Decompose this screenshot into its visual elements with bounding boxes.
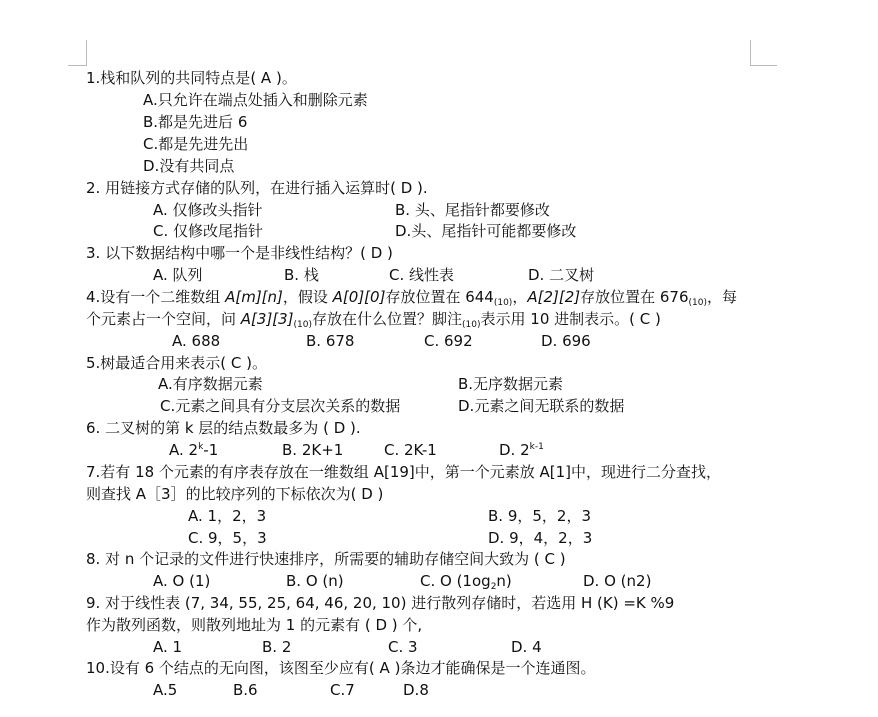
q1-option-c: C.都是先进先出 bbox=[143, 135, 249, 153]
q9-option-c: C. 3 bbox=[388, 638, 418, 656]
q10-option-b: B.6 bbox=[233, 681, 258, 699]
q4-text: ， bbox=[512, 288, 528, 306]
q4-text: 表示用 10 进制表示。( C ) bbox=[480, 310, 661, 328]
q9-option-a: A. 1 bbox=[153, 638, 183, 656]
q7-option-a: A. 1，2，3 bbox=[188, 507, 267, 525]
q5-option-c: C.元素之间具有分支层次关系的数据 bbox=[160, 397, 401, 415]
q8-option-c-tail: n) bbox=[496, 572, 512, 590]
q4-array-element: A[2][2] bbox=[527, 288, 581, 306]
q10-option-a: A.5 bbox=[153, 681, 178, 699]
q4-array-element: A[0][0] bbox=[332, 288, 386, 306]
q10-stem: 10.设有 6 个结点的无向图，该图至少应有( A )条边才能确保是一个连通图。 bbox=[86, 659, 596, 677]
q2-option-d: D.头、尾指针可能都要修改 bbox=[395, 222, 577, 240]
q7-stem-line-1: 7.若有 18 个元素的有序表存放在一维数组 A[19]中，第一个元素放 A[1]中，现进行二分查找， bbox=[86, 463, 722, 481]
q4-text: 存放位置在 644 bbox=[385, 288, 494, 306]
q1-option-d: D.没有共同点 bbox=[143, 157, 235, 175]
q8-option-a: A. O (1) bbox=[153, 572, 211, 590]
q6-option-d-exponent: k-1 bbox=[529, 442, 544, 452]
q5-option-a: A.有序数据元素 bbox=[158, 375, 263, 393]
q4-base-subscript: (10) bbox=[293, 320, 313, 330]
q8-stem: 8. 对 n 个记录的文件进行快速排序，所需要的辅助存储空间大致为 ( C ) bbox=[86, 550, 566, 568]
q9-option-b: B. 2 bbox=[262, 638, 292, 656]
q10-option-c: C.7 bbox=[330, 681, 355, 699]
q1-stem: 1.栈和队列的共同特点是( A )。 bbox=[86, 69, 297, 87]
q8-option-c-subscript: 2 bbox=[490, 582, 497, 592]
q4-base-subscript: (10) bbox=[688, 298, 707, 308]
q5-option-b: B.无序数据元素 bbox=[458, 375, 564, 393]
page-corner-mark-top-right bbox=[750, 40, 777, 66]
q4-text: 4.设有一个二维数组 bbox=[86, 288, 226, 306]
q4-array-name: A[m][n] bbox=[225, 288, 283, 306]
q8-option-b: B. O (n) bbox=[286, 572, 344, 590]
q10-option-d: D.8 bbox=[403, 681, 429, 699]
q4-option-b: B. 678 bbox=[306, 332, 355, 350]
q6-option-a-exponent: k bbox=[198, 442, 204, 452]
q6-option-d bbox=[499, 441, 544, 459]
q4-base-subscript: (10) bbox=[462, 320, 481, 330]
q4-text: ，假设 bbox=[282, 288, 333, 306]
q4-text: 个元素占一个空间，问 bbox=[86, 310, 241, 328]
q3-option-d: D. 二叉树 bbox=[528, 266, 595, 284]
q9-option-d: D. 4 bbox=[511, 638, 542, 656]
q6-option-a bbox=[169, 441, 218, 459]
q4-option-a: A. 688 bbox=[172, 332, 221, 350]
q3-stem: 3. 以下数据结构中哪一个是非线性结构？( D ) bbox=[86, 244, 393, 262]
q4-text: 存放位置在 676 bbox=[580, 288, 689, 306]
q2-option-b: B. 头、尾指针都要修改 bbox=[395, 201, 550, 219]
page-corner-mark-top-left bbox=[68, 40, 87, 66]
q2-stem: 2. 用链接方式存储的队列，在进行插入运算时( D ). bbox=[86, 179, 428, 197]
q7-option-b: B. 9，5，2，3 bbox=[488, 507, 592, 525]
q4-option-c: C. 692 bbox=[424, 332, 473, 350]
q5-option-d: D.元素之间无联系的数据 bbox=[458, 397, 625, 415]
q9-stem-line-1: 9. 对于线性表 (7, 34, 55, 25, 64, 46, 20, 10) 进行散列存储时，若选用 H (K) =K %9 bbox=[86, 594, 675, 612]
q6-option-d-base: D. 2 bbox=[499, 441, 530, 459]
q8-option-c-base: C. O (1og bbox=[420, 572, 491, 590]
q4-option-d: D. 696 bbox=[541, 332, 591, 350]
q9-stem-line-2: 作为散列函数，则散列地址为 1 的元素有 ( D ) 个, bbox=[86, 616, 423, 634]
q4-stem-line-1 bbox=[86, 288, 737, 306]
q4-stem-line-2 bbox=[86, 310, 661, 328]
q4-text: ，每 bbox=[707, 288, 738, 306]
q1-option-a: A.只允许在端点处插入和删除元素 bbox=[143, 91, 368, 109]
q3-option-b: B. 栈 bbox=[284, 266, 319, 284]
q6-option-c: C. 2K-1 bbox=[384, 441, 437, 459]
q4-base-subscript: (10) bbox=[493, 298, 513, 308]
q2-option-c: C. 仅修改尾指针 bbox=[153, 222, 264, 240]
q6-option-a-base: A. 2 bbox=[169, 441, 199, 459]
q6-option-b: B. 2K+1 bbox=[282, 441, 344, 459]
q2-option-a: A. 仅修改头指针 bbox=[153, 201, 263, 219]
q6-option-a-tail: -1 bbox=[203, 441, 219, 459]
q4-text: 存放在什么位置？脚注 bbox=[312, 310, 463, 328]
q7-option-c: C. 9，5，3 bbox=[188, 529, 267, 547]
q7-stem-line-2: 则查找 A［3］的比较序列的下标依次为( D ) bbox=[86, 485, 384, 503]
q4-array-element: A[3][3] bbox=[240, 310, 294, 328]
q3-option-a: A. 队列 bbox=[153, 266, 203, 284]
q7-option-d: D. 9，4，2，3 bbox=[488, 529, 593, 547]
q6-stem: 6. 二叉树的第 k 层的结点数最多为 ( D ). bbox=[86, 419, 361, 437]
q8-option-d: D. O (n2) bbox=[583, 572, 652, 590]
q8-option-c bbox=[420, 572, 512, 590]
q5-stem: 5.树最适合用来表示( C )。 bbox=[86, 354, 268, 372]
q1-option-b: B.都是先进后 6 bbox=[143, 113, 248, 131]
q3-option-c: C. 线性表 bbox=[389, 266, 455, 284]
